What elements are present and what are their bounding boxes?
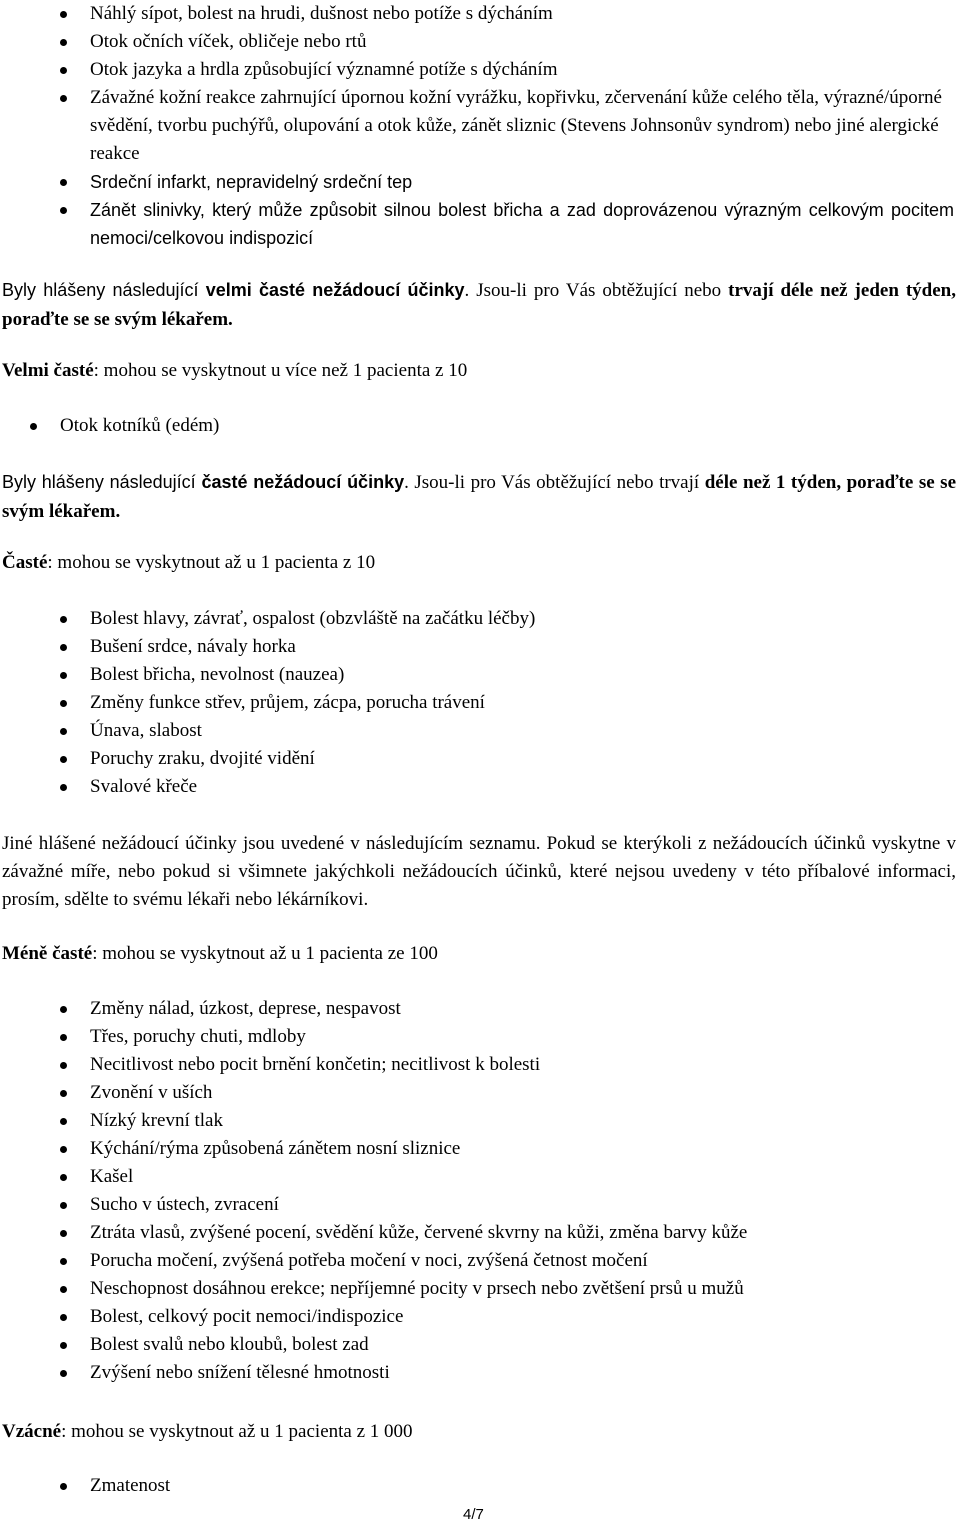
common-list (0, 605, 960, 801)
heading-label: Velmi časté (2, 360, 94, 381)
heading-rare: Vzácné: mohou se vyskytnout až u 1 pacienta z 1 000 (2, 1421, 413, 1442)
list-item: Porucha močení, zvýšená potřeba močení v noci, zvýšená četnost močení (0, 1247, 960, 1275)
list-item: Nízký krevní tlak (0, 1107, 960, 1135)
list-item: Svalové křeče (0, 773, 960, 801)
list-item: Poruchy zraku, dvojité vidění (0, 745, 960, 773)
uncommon-list (0, 995, 960, 1387)
list-item: Neschopnost dosáhnou erekce; nepříjemné pocity v prsech nebo zvětšení prsů u mužů (0, 1275, 960, 1303)
list-item: Bolest břicha, nevolnost (nauzea) (0, 661, 960, 689)
very-common-intro-paragraph: Byly hlášeny následující velmi časté nežádoucí účinky. Jsou-li pro Vás obtěžující nebo trvají déle než jeden týden, poraďte se se svým lékařem. (2, 280, 956, 330)
list-item: Otok jazyka a hrdla způsobující významné potíže s dýcháním (0, 56, 960, 84)
list-item: Změny funkce střev, průjem, zácpa, porucha trávení (0, 689, 960, 717)
list-item: Srdeční infarkt, nepravidelný srdeční tep (0, 168, 960, 196)
list-item: Bolest svalů nebo kloubů, bolest zad (0, 1331, 960, 1359)
heading-uncommon: Méně časté: mohou se vyskytnout až u 1 pacienta ze 100 (2, 943, 438, 964)
list-item: Zmatenost (0, 1472, 960, 1500)
list-item: Třes, poruchy chuti, mdloby (0, 1023, 960, 1051)
list-item: Kašel (0, 1163, 960, 1191)
list-item: Otok očních víček, obličeje nebo rtů (0, 28, 960, 56)
list-item: Kýchání/rýma způsobená zánětem nosní sliznice (0, 1135, 960, 1163)
serious-effects-list (0, 0, 960, 252)
very-common-list (0, 412, 960, 440)
heading-very-common: Velmi časté: mohou se vyskytnout u více než 1 pacienta z 10 (2, 360, 468, 381)
list-item: Sucho v ústech, zvracení (0, 1191, 960, 1219)
heading-label: Časté (2, 552, 48, 573)
list-item: Únava, slabost (0, 717, 960, 745)
list-item: Ztráta vlasů, zvýšené pocení, svědění kůže, červené skvrny na kůži, změna barvy kůže (0, 1219, 960, 1247)
common-intro-paragraph: Byly hlášeny následující časté nežádoucí účinky. Jsou-li pro Vás obtěžující nebo trvají déle než 1 týden, poraďte se se svým lékařem. (2, 472, 957, 522)
rare-list (0, 1472, 960, 1500)
page-number: 4/7 (463, 1506, 484, 1523)
list-item: Bolest, celkový pocit nemoci/indispozice (0, 1303, 960, 1331)
list-item: Zvonění v uších (0, 1079, 960, 1107)
list-item: Otok kotníků (edém) (0, 412, 960, 440)
list-item: Závažné kožní reakce zahrnující úpornou kožní vyrážku, kopřivku, zčervenání kůže celého těla, výrazné/úporné svědění, tvorbu puchýřů, olupování a otok kůže, zánět sliznic (Stevens Johnsonův syndrom) nebo jiné alergické reakce (0, 84, 960, 168)
heading-label: Vzácné (2, 1421, 62, 1442)
other-effects-paragraph: Jiné hlášené nežádoucí účinky jsou uvedené v následujícím seznamu. Pokud se kterýkoli z nežádoucích účinků vyskytne v závažné míře, nebo pokud si všimnete jakýchkoli nežádoucích účinků, které nejsou uvedeny v této příbalové informaci, prosím, sdělte to svému lékaři nebo lékárníkovi. (2, 833, 956, 910)
list-item: Zánět slinivky, který může způsobit silnou bolest břicha a zad doprovázenou výrazným celkovým pocitem nemoci/celkovou indispozicí (0, 196, 960, 252)
list-item: Bušení srdce, návaly horka (0, 633, 960, 661)
list-item: Bolest hlavy, závrať, ospalost (obzvláště na začátku léčby) (0, 605, 960, 633)
list-item: Zvýšení nebo snížení tělesné hmotnosti (0, 1359, 960, 1387)
list-item: Náhlý sípot, bolest na hrudi, dušnost nebo potíže s dýcháním (0, 0, 960, 28)
heading-label: Méně časté (2, 943, 93, 964)
list-item: Necitlivost nebo pocit brnění končetin; necitlivost k bolesti (0, 1051, 960, 1079)
heading-common: Časté: mohou se vyskytnout až u 1 pacienta z 10 (2, 552, 376, 573)
list-item: Změny nálad, úzkost, deprese, nespavost (0, 995, 960, 1023)
